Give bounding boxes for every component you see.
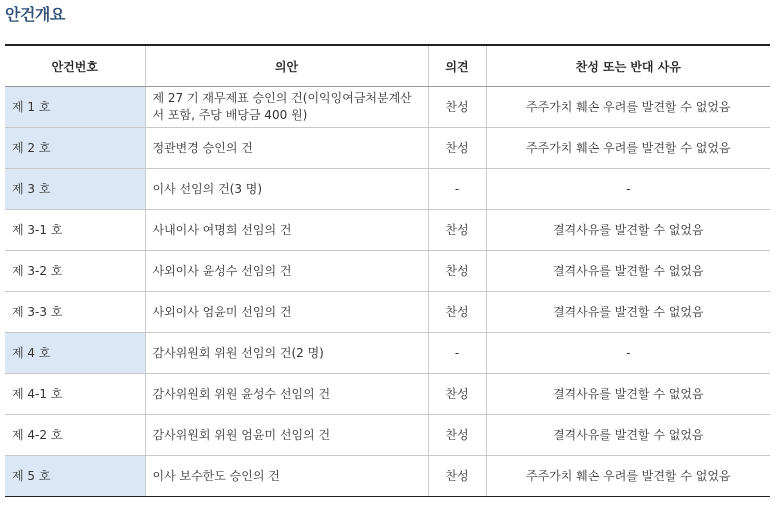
table-row: [5, 456, 770, 497]
row-reason: 주주가치 훼손 우려를 발견할 수 없었음: [486, 456, 770, 497]
row-reason: 결격사유를 발견할 수 없었음: [486, 374, 770, 415]
agenda-table: [5, 44, 770, 497]
row-reason: 결격사유를 발견할 수 없었음: [486, 251, 770, 292]
row-opinion: 찬성: [428, 374, 486, 415]
row-opinion: -: [428, 333, 486, 374]
table-row: [5, 292, 770, 333]
row-number: 제 3-1 호: [5, 210, 145, 251]
table-row: [5, 87, 770, 128]
row-opinion: 찬성: [428, 87, 486, 128]
row-opinion: 찬성: [428, 210, 486, 251]
header-reason: 찬성 또는 반대 사유: [486, 45, 770, 87]
row-agenda: 이사 보수한도 승인의 건: [145, 456, 428, 497]
row-agenda: 사내이사 여명희 선임의 건: [145, 210, 428, 251]
header-opinion: 의견: [428, 45, 486, 87]
row-number: 제 3-3 호: [5, 292, 145, 333]
row-agenda: 정관변경 승인의 건: [145, 128, 428, 169]
row-reason: 결격사유를 발견할 수 없었음: [486, 210, 770, 251]
row-agenda: 사외이사 윤성수 선임의 건: [145, 251, 428, 292]
row-opinion: -: [428, 169, 486, 210]
row-opinion: 찬성: [428, 128, 486, 169]
table-row: [5, 210, 770, 251]
table-row: [5, 374, 770, 415]
row-opinion: 찬성: [428, 251, 486, 292]
table-row: [5, 169, 770, 210]
row-number: 제 3 호: [5, 169, 145, 210]
row-number: 제 3-2 호: [5, 251, 145, 292]
row-reason: -: [486, 333, 770, 374]
row-reason: 결격사유를 발견할 수 없었음: [486, 415, 770, 456]
table-row: [5, 251, 770, 292]
row-agenda: 사외이사 엄윤미 선임의 건: [145, 292, 428, 333]
row-opinion: 찬성: [428, 456, 486, 497]
row-number: 제 4-1 호: [5, 374, 145, 415]
row-agenda: 감사위원회 위원 윤성수 선임의 건: [145, 374, 428, 415]
row-number: 제 1 호: [5, 87, 145, 128]
row-agenda: 제 27 기 재무제표 승인의 건(이익잉여금처분계산서 포함, 주당 배당금 400 원): [145, 87, 428, 128]
table-row: [5, 128, 770, 169]
row-agenda: 감사위원회 위원 엄윤미 선임의 건: [145, 415, 428, 456]
header-number: 안건번호: [5, 45, 145, 87]
row-reason: 주주가치 훼손 우려를 발견할 수 없었음: [486, 128, 770, 169]
row-number: 제 4 호: [5, 333, 145, 374]
row-number: 제 5 호: [5, 456, 145, 497]
row-opinion: 찬성: [428, 415, 486, 456]
row-number: 제 2 호: [5, 128, 145, 169]
row-agenda: 이사 선임의 건(3 명): [145, 169, 428, 210]
table-row: [5, 333, 770, 374]
row-reason: 주주가치 훼손 우려를 발견할 수 없었음: [486, 87, 770, 128]
row-opinion: 찬성: [428, 292, 486, 333]
section-title: 안건개요: [5, 5, 65, 24]
header-agenda: 의안: [145, 45, 428, 87]
row-reason: 결격사유를 발견할 수 없었음: [486, 292, 770, 333]
row-agenda: 감사위원회 위원 선임의 건(2 명): [145, 333, 428, 374]
row-number: 제 4-2 호: [5, 415, 145, 456]
table-row: [5, 415, 770, 456]
row-reason: -: [486, 169, 770, 210]
header-row: [5, 45, 770, 87]
